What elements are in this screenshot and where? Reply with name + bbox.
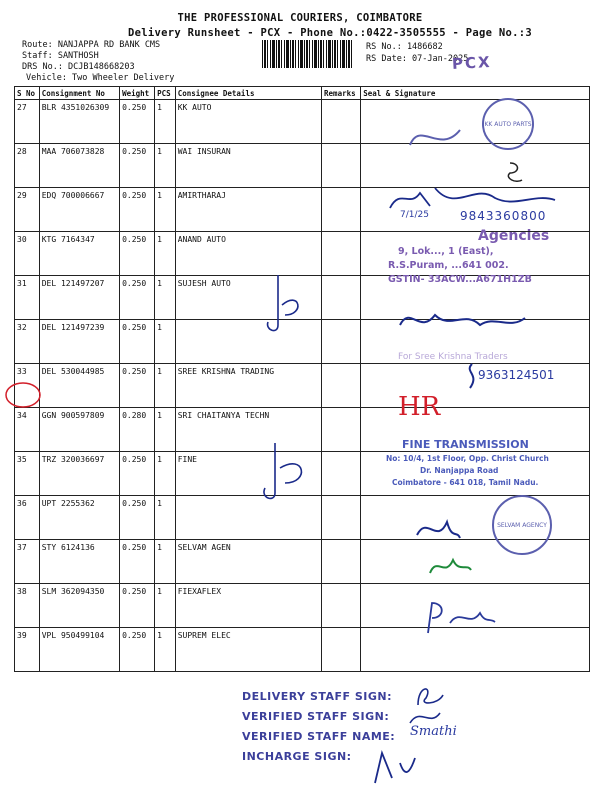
cell-pcs: 1 [155, 100, 176, 144]
table-row [15, 584, 590, 628]
cell-pcs: 1 [155, 452, 176, 496]
cell-sno: 36 [15, 496, 40, 540]
cell-remarks [322, 540, 361, 584]
cell-pcs: 1 [155, 188, 176, 232]
runsheet-subtitle: Delivery Runsheet - PCX - Phone No.:0422-3505555 - Page No.:3 [128, 27, 532, 39]
cell-weight: 0.250 [120, 232, 155, 276]
cell-pcs: 1 [155, 584, 176, 628]
cell-consignment: UPT 2255362 [39, 496, 119, 540]
cell-consignment: DEL 530044985 [39, 364, 119, 408]
cell-weight: 0.250 [120, 584, 155, 628]
cell-pcs: 1 [155, 540, 176, 584]
phone-row29: 9843360800 [460, 209, 547, 223]
cell-remarks [322, 496, 361, 540]
cell-consignment: BLR 4351026309 [39, 100, 119, 144]
cell-consignee: AMIRTHARAJ [175, 188, 321, 232]
cell-consignment: DEL 121497207 [39, 276, 119, 320]
cell-sno: 29 [15, 188, 40, 232]
cell-consignee: FINE [175, 452, 321, 496]
cell-signature [361, 408, 590, 452]
table-row [15, 232, 590, 276]
cell-weight: 0.250 [120, 452, 155, 496]
cell-consignee: SRI CHAITANYA TECHN [175, 408, 321, 452]
cell-sno: 27 [15, 100, 40, 144]
cell-consignee: SUJESH AUTO [175, 276, 321, 320]
cell-signature [361, 364, 590, 408]
cell-consignee [175, 496, 321, 540]
cell-signature [361, 584, 590, 628]
verified-staff-sign-label: VERIFIED STAFF SIGN: [242, 710, 390, 723]
sree-krishna-stamp: For Sree Krishna Traders [398, 352, 508, 362]
cell-pcs: 1 [155, 628, 176, 672]
cell-remarks [322, 364, 361, 408]
table-row [15, 320, 590, 364]
initials-row34: HR [398, 392, 441, 422]
table-row [15, 408, 590, 452]
table-row [15, 188, 590, 232]
staff-label: Staff: SANTHOSH [22, 51, 99, 61]
col-pcs: PCS [155, 87, 176, 100]
cell-remarks [322, 144, 361, 188]
agencies-stamp-gstin: GSTIN- 33ACW...A671H1ZB [388, 274, 532, 285]
cell-remarks [322, 100, 361, 144]
vehicle-label: Vehicle: Two Wheeler Delivery [26, 73, 175, 83]
cell-remarks [322, 628, 361, 672]
verified-staff-name-label: VERIFIED STAFF NAME: [242, 730, 396, 743]
cell-sno: 39 [15, 628, 40, 672]
seal-row27: KK AUTO PARTS [482, 98, 534, 150]
cell-remarks [322, 584, 361, 628]
cell-weight: 0.250 [120, 540, 155, 584]
cell-signature [361, 320, 590, 364]
barcode [262, 40, 354, 68]
cell-weight: 0.250 [120, 276, 155, 320]
cell-consignment: GGN 900597809 [39, 408, 119, 452]
verified-staff-name: Smathi [410, 724, 457, 739]
fine-stamp-title: FINE TRANSMISSION [402, 438, 529, 451]
rs-date: RS Date: 07-Jan-2025 [366, 54, 469, 64]
cell-weight: 0.280 [120, 408, 155, 452]
route-label: Route: NANJAPPA RD BANK CMS [22, 40, 161, 50]
cell-weight: 0.250 [120, 100, 155, 144]
agencies-stamp-line2: R.S.Puram, ...641 002. [388, 260, 509, 271]
cell-remarks [322, 452, 361, 496]
col-seal-signature: Seal & Signature [361, 87, 590, 100]
col-remarks: Remarks [322, 87, 361, 100]
cell-consignment: DEL 121497239 [39, 320, 119, 364]
cell-weight: 0.250 [120, 364, 155, 408]
cell-signature [361, 628, 590, 672]
cell-signature [361, 276, 590, 320]
col-consignee: Consignee Details [175, 87, 321, 100]
verified-staff-signature [405, 705, 445, 730]
cell-consignment: EDQ 700006667 [39, 188, 119, 232]
date-row29: 7/1/25 [400, 210, 429, 220]
cell-consignment: TRZ 320036697 [39, 452, 119, 496]
cell-remarks [322, 188, 361, 232]
cell-consignee [175, 320, 321, 364]
phone-row34: 9363124501 [478, 368, 555, 382]
table-row [15, 452, 590, 496]
incharge-signature [370, 748, 420, 788]
cell-pcs: 1 [155, 364, 176, 408]
seal-row37: SELVAM AGENCY [492, 495, 552, 555]
cell-weight: 0.250 [120, 496, 155, 540]
cell-signature [361, 100, 590, 144]
cell-sno: 31 [15, 276, 40, 320]
cell-sno: 38 [15, 584, 40, 628]
cell-signature [361, 144, 590, 188]
delivery-staff-signature [408, 680, 448, 710]
cell-signature [361, 232, 590, 276]
fine-stamp-line1: No: 10/4, 1st Floor, Opp. Christ Church [386, 454, 549, 463]
cell-pcs: 1 [155, 276, 176, 320]
cell-pcs: 1 [155, 144, 176, 188]
cell-remarks [322, 276, 361, 320]
col-sno: S No [15, 87, 40, 100]
cell-sno: 35 [15, 452, 40, 496]
cell-sno: 32 [15, 320, 40, 364]
cell-consignment: MAA 706073828 [39, 144, 119, 188]
cell-consignment: SLM 362094350 [39, 584, 119, 628]
cell-consignment: VPL 950499104 [39, 628, 119, 672]
cell-consignee: SELVAM AGEN [175, 540, 321, 584]
cell-weight: 0.250 [120, 320, 155, 364]
table-row [15, 276, 590, 320]
agencies-stamp-title: Agencies [478, 228, 550, 244]
cell-pcs: 1 [155, 232, 176, 276]
cell-remarks [322, 320, 361, 364]
incharge-sign-label: INCHARGE SIGN: [242, 750, 352, 763]
company-title: THE PROFESSIONAL COURIERS, COIMBATORE [177, 12, 423, 24]
cell-weight: 0.250 [120, 144, 155, 188]
cell-signature [361, 452, 590, 496]
cell-pcs: 1 [155, 496, 176, 540]
cell-consignee: WAI INSURAN [175, 144, 321, 188]
runsheet-table [14, 86, 590, 672]
cell-weight: 0.250 [120, 188, 155, 232]
delivery-staff-sign-label: DELIVERY STAFF SIGN: [242, 690, 393, 703]
col-weight: Weight [120, 87, 155, 100]
cell-sno: 34 [15, 408, 40, 452]
cell-sno: 30 [15, 232, 40, 276]
cell-weight: 0.250 [120, 628, 155, 672]
table-row [15, 364, 590, 408]
agencies-stamp-line1: 9, Lok..., 1 (East), [398, 246, 494, 257]
cell-remarks [322, 232, 361, 276]
cell-pcs: 1 [155, 408, 176, 452]
cell-sno: 33 [15, 364, 40, 408]
pcx-stamp: PCX [451, 52, 493, 74]
fine-stamp-line3: Coimbatore - 641 018, Tamil Nadu. [392, 478, 539, 487]
cell-consignment: KTG 7164347 [39, 232, 119, 276]
cell-consignee: SUPREM ELEC [175, 628, 321, 672]
cell-remarks [322, 408, 361, 452]
cell-consignee: ANAND AUTO [175, 232, 321, 276]
cell-consignee: FIEXAFLEX [175, 584, 321, 628]
cell-signature [361, 188, 590, 232]
cell-consignee: KK AUTO [175, 100, 321, 144]
cell-sno: 37 [15, 540, 40, 584]
table-row [15, 628, 590, 672]
fine-stamp-line2: Dr. Nanjappa Road [420, 466, 499, 475]
drs-number: DRS No.: DCJB148668203 [22, 62, 135, 72]
cell-consignee: SREE KRISHNA TRADING [175, 364, 321, 408]
cell-pcs: 1 [155, 320, 176, 364]
col-consignment: Consignment No [39, 87, 119, 100]
cell-sno: 28 [15, 144, 40, 188]
rs-number: RS No.: 1486682 [366, 42, 443, 52]
table-row [15, 144, 590, 188]
cell-signature [361, 540, 590, 584]
cell-consignment: STY 6124136 [39, 540, 119, 584]
cell-signature [361, 496, 590, 540]
